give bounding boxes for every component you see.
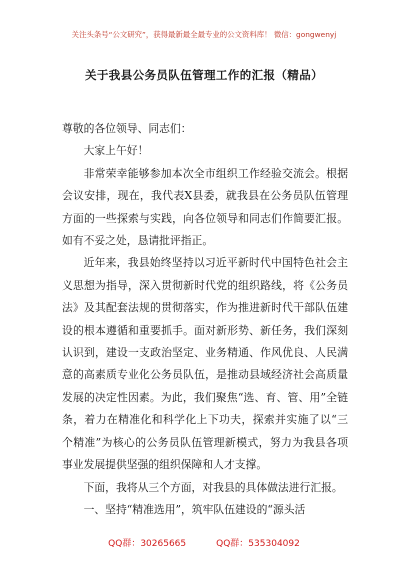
document-body	[62, 118, 348, 521]
document-title: 关于我县公务员队伍管理工作的汇报（精品）	[85, 68, 323, 82]
body-paragraph: 非常荣幸能够参加本次全市组织工作经验交流会。根据会议安排，现在，我代表X县委，就我县在公务员队伍管理方面的一些探索与实践，向各位领导和同志们作简要汇报。如有不妥之处，恳请批评指正。	[62, 166, 348, 248]
footer-qq-group-1: QQ群：30265665	[108, 539, 187, 549]
section-heading: 一、坚持“精准选用”，筑牢队伍建设的“源头活	[83, 502, 306, 516]
salutation: 尊敬的各位领导、同志们：	[62, 122, 192, 135]
header-promo-line: 关注头条号“公文研究”，获得最新最全最专业的公文资料库！ 微信：gongwenyj	[71, 30, 337, 39]
greeting: 大家上午好！	[83, 144, 149, 158]
footer-qq-group-2: QQ群：535304092	[216, 539, 300, 549]
footer-contact-line	[0, 536, 408, 549]
body-paragraph: 下面，我将从三个方面，对我县的具体做法进行汇报。	[83, 480, 343, 494]
body-paragraph: 近年来，我县始终坚持以习近平新时代中国特色社会主义思想为指导，深入贯彻新时代党的组织路线，将《公务员法》及其配套法规的贯彻落实，作为推进新时代干部队伍建设的根本遵循和重要抓手。面对新形势、新任务，我们深刻认识到，建设一支政治坚定、业务精通、作风优良、人民满意的高素质专业化公务员队伍，是推动县域经济社会高质量发展的决定性因素。为此，我们聚焦“选、育、管、用”全链条，着力在精准化和科学化上下功夫，探索并实施了以“三个精准”为核心的公务员队伍管理新模式，努力为我县各项事业发展提供坚强的组织保障和人才支撑。	[62, 256, 348, 472]
